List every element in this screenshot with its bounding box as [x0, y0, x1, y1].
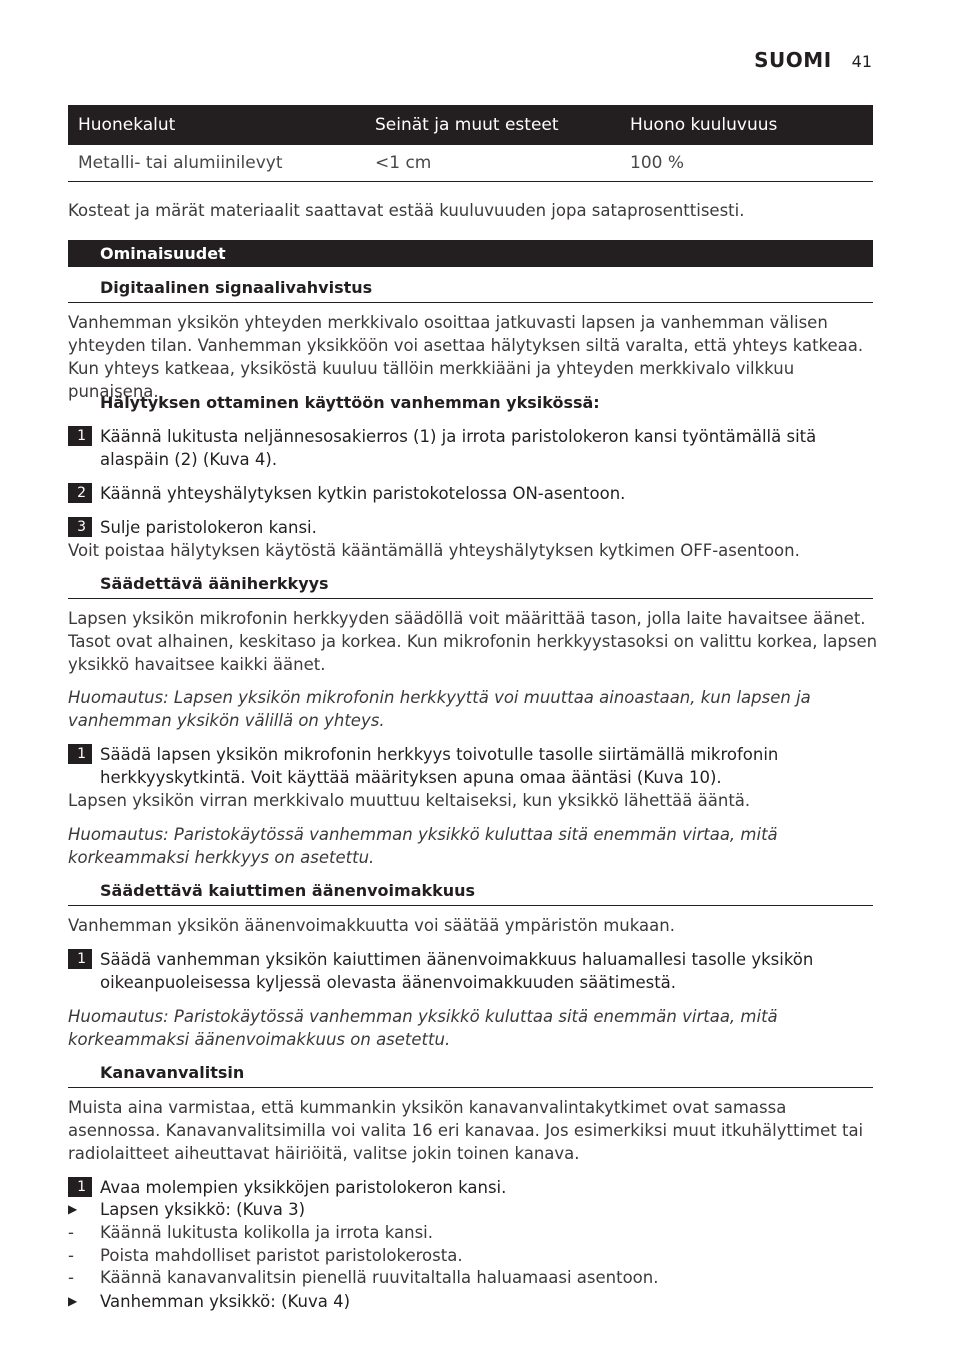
table-cell: Metalli- tai alumiinilevyt [68, 145, 365, 182]
list-item-text: Lapsen yksikkö: (Kuva 3) [100, 1200, 306, 1219]
subsection-title-channel: Kanavanvalitsin [68, 1062, 873, 1088]
list-item [68, 1221, 878, 1244]
step-item [68, 1176, 878, 1199]
list-item [68, 1244, 878, 1267]
step-number: 3 [68, 517, 92, 537]
step-item [68, 482, 878, 505]
list-item-text: Vanhemman yksikkö: (Kuva 4) [100, 1292, 351, 1311]
step-item [68, 516, 878, 539]
table-cell: 100 % [620, 145, 873, 182]
list-item-text: Poista mahdolliset paristot paristolokerosta. [100, 1246, 463, 1265]
dash-icon: - [68, 1223, 74, 1242]
paragraph-volume: Vanhemman yksikön äänenvoimakkuutta voi säätää ympäristön mukaan. [68, 916, 675, 935]
step-text: Sulje paristolokeron kansi. [100, 518, 317, 537]
step-number: 1 [68, 744, 92, 764]
table-header-cell: Huono kuuluvuus [620, 105, 873, 145]
step-number: 1 [68, 1177, 92, 1197]
list-item [68, 1290, 878, 1313]
note-sensitivity: Huomautus: Lapsen yksikön mikrofonin herkkyyttä voi muuttaa ainoastaan, kun lapsen ja vanhemman yksikön välillä on yhteys. [68, 688, 811, 730]
step-text: Säädä vanhemman yksikön kaiuttimen äänenvoimakkuus haluamallesi tasolle yksikön oikeanpuoleisessa kyljessä olevasta äänenvoimakkuuden säätimestä. [100, 950, 814, 992]
step-text: Käännä yhteyshälytyksen kytkin paristokotelossa ON-asentoon. [100, 484, 626, 503]
intro-paragraph: Kosteat ja märät materiaalit saattavat estää kuuluvuuden jopa sataprosenttisesti. [68, 201, 745, 220]
section-title-bar: Ominaisuudet [68, 240, 873, 267]
table-cell: <1 cm [365, 145, 620, 182]
bullet-arrow-icon: ▶ [68, 1202, 78, 1216]
list-item [68, 1198, 878, 1221]
step-number: 2 [68, 483, 92, 503]
note-battery-volume: Huomautus: Paristokäytössä vanhemman yksikkö kuluttaa sitä enemmän virtaa, mitä korkeammaksi äänenvoimakkuus on asetettu. [68, 1007, 778, 1049]
language-label: SUOMI [754, 48, 832, 72]
subheading-alarm: Hälytyksen ottaminen käyttöön vanhemman yksikössä: [100, 393, 600, 412]
step-text: Käännä lukitusta neljännesosakierros (1) ja irrota paristolokeron kansi työntämällä sitä alaspäin (2) (Kuva 4). [100, 427, 817, 469]
dash-icon: - [68, 1246, 74, 1265]
table-header-cell: Huonekalut [68, 105, 365, 145]
table-header-cell: Seinät ja muut esteet [365, 105, 620, 145]
paragraph-power-light: Lapsen yksikön virran merkkivalo muuttuu keltaiseksi, kun yksikkö lähettää ääntä. [68, 791, 751, 810]
table-row [68, 145, 873, 182]
step-text: Avaa molempien yksikköjen paristolokeron kansi. [100, 1178, 507, 1197]
list-item [68, 1266, 878, 1289]
paragraph-alarm-off: Voit poistaa hälytyksen käytöstä kääntämällä yhteyshälytyksen kytkimen OFF-asentoon. [68, 541, 800, 560]
list-item-text: Käännä lukitusta kolikolla ja irrota kansi. [100, 1223, 433, 1242]
page-number: 41 [851, 52, 872, 71]
step-text: Säädä lapsen yksikön mikrofonin herkkyys toivotulle tasolle siirtämällä mikrofonin herkkyyskytkintä. Voit käyttää määrityksen apuna omaa ääntäsi (Kuva 10). [100, 745, 779, 787]
bullet-arrow-icon: ▶ [68, 1294, 78, 1308]
step-number: 1 [68, 426, 92, 446]
paragraph-sensitivity: Lapsen yksikön mikrofonin herkkyyden säädöllä voit määrittää tason, jolla laite havaitsee äänet. Tasot ovat alhainen, keskitaso ja korkea. Kun mikrofonin herkkyystasoksi on valittu korkea, lapsen yksikkö havaitsee kaikki äänet. [68, 609, 878, 674]
note-battery-sensitivity: Huomautus: Paristokäytössä vanhemman yksikkö kuluttaa sitä enemmän virtaa, mitä korkeammaksi herkkyys on asetettu. [68, 825, 778, 867]
step-item [68, 743, 878, 789]
step-item [68, 425, 878, 471]
step-item [68, 948, 878, 994]
dash-icon: - [68, 1268, 74, 1287]
subsection-title-sensitivity: Säädettävä ääniherkkyys [68, 573, 873, 599]
subsection-title-signal: Digitaalinen signaalivahvistus [68, 277, 873, 303]
list-item-text: Käännä kanavanvalitsin pienellä ruuvitaltalla haluamaasi asentoon. [100, 1268, 659, 1287]
page-header [754, 48, 872, 72]
paragraph-channel: Muista aina varmistaa, että kummankin yksikön kanavanvalintakytkimet ovat samassa asennossa. Kanavanvalitsimilla voi valita 16 eri kanavaa. Jos esimerkiksi muut itkuhälyttimet tai radiolaitteet aiheuttavat häiriöitä, valitse jokin toinen kanava. [68, 1098, 864, 1163]
table-header-row [68, 105, 873, 145]
subsection-title-volume: Säädettävä kaiuttimen äänenvoimakkuus [68, 880, 873, 906]
step-number: 1 [68, 949, 92, 969]
paragraph-signal: Vanhemman yksikön yhteyden merkkivalo osoittaa jatkuvasti lapsen ja vanhemman välisen yhteyden tilan. Vanhemman yksikköön voi asettaa hälytyksen siltä varalta, että yhteys katkeaa. Kun yhteys katkeaa, yksiköstä kuuluu tällöin merkkiääni ja yhteyden merkkivalo vilkkuu punaisena. [68, 313, 864, 401]
interference-table [68, 105, 873, 182]
